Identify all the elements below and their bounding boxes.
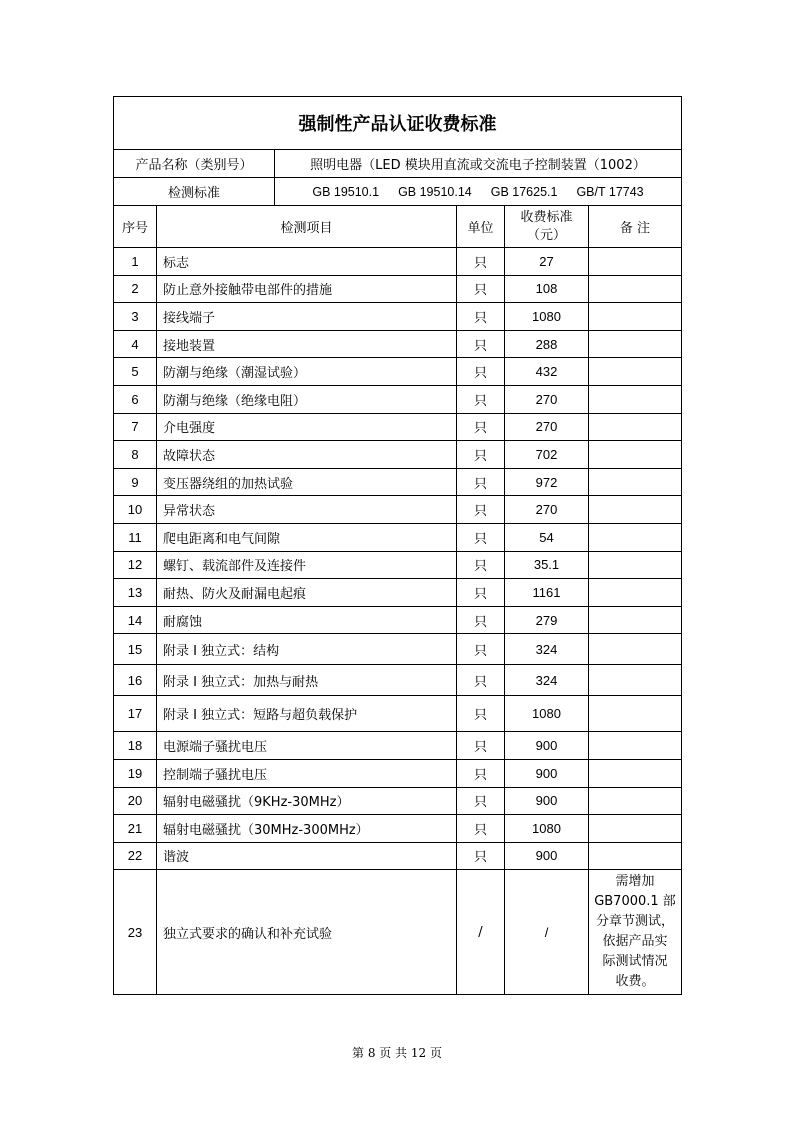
row-fee: 1080 <box>505 696 589 732</box>
row-item: 故障状态 <box>157 441 457 469</box>
row-fee: 1080 <box>505 303 589 331</box>
row-unit: 只 <box>457 551 505 579</box>
row-item: 附录 I 独立式：加热与耐热 <box>157 665 457 696</box>
row-remark <box>589 523 682 551</box>
row-unit: 只 <box>457 759 505 787</box>
row-item: 耐腐蚀 <box>157 606 457 634</box>
standard-item: GB/T 17743 <box>576 184 644 199</box>
row-item: 附录 I 独立式：结构 <box>157 634 457 665</box>
row-remark <box>589 842 682 870</box>
row-no: 1 <box>114 248 157 276</box>
row-fee: 288 <box>505 330 589 358</box>
table-row <box>114 732 682 760</box>
row-fee: / <box>505 870 589 995</box>
row-fee: 324 <box>505 634 589 665</box>
table-row <box>114 815 682 843</box>
row-item: 标志 <box>157 248 457 276</box>
remark-line: 际测试情况 <box>602 954 668 970</box>
row-item: 控制端子骚扰电压 <box>157 759 457 787</box>
row-remark <box>589 870 682 995</box>
row-item: 耐热、防火及耐漏电起痕 <box>157 579 457 607</box>
table-row <box>114 385 682 413</box>
row-fee: 900 <box>505 842 589 870</box>
table-row <box>114 551 682 579</box>
row-no: 6 <box>114 385 157 413</box>
row-remark <box>589 248 682 276</box>
row-no: 12 <box>114 551 157 579</box>
row-remark <box>589 696 682 732</box>
header-no: 序号 <box>114 206 157 248</box>
page-footer: 第 8 页 共 12 页 <box>352 1046 442 1060</box>
header-fee-line1: 收费标准 <box>520 209 573 225</box>
row-fee: 432 <box>505 358 589 386</box>
row-item: 辐射电磁骚扰（30MHz-300MHz） <box>157 815 457 843</box>
row-remark <box>589 551 682 579</box>
table-row <box>114 303 682 331</box>
table-row <box>114 579 682 607</box>
table-row <box>114 665 682 696</box>
remark-line: 依据产品实 <box>602 934 668 950</box>
product-label: 产品名称（类别号） <box>114 150 275 178</box>
header-fee-line2: （元） <box>526 227 566 243</box>
row-unit: 只 <box>457 787 505 815</box>
row-unit: 只 <box>457 303 505 331</box>
remark-line: 需增加 <box>615 874 655 890</box>
table-row <box>114 696 682 732</box>
row-item: 变压器绕组的加热试验 <box>157 468 457 496</box>
row-no: 3 <box>114 303 157 331</box>
row-item: 防潮与绝缘（绝缘电阻） <box>157 385 457 413</box>
row-no: 13 <box>114 579 157 607</box>
row-item: 介电强度 <box>157 413 457 441</box>
table-row <box>114 523 682 551</box>
standard-label: 检测标准 <box>114 178 275 206</box>
page-title: 强制性产品认证收费标准 <box>114 97 682 150</box>
remark-line: 收费。 <box>615 974 655 990</box>
row-unit: / <box>457 870 505 995</box>
row-unit: 只 <box>457 523 505 551</box>
row-no: 10 <box>114 496 157 524</box>
row-fee: 270 <box>505 413 589 441</box>
row-unit: 只 <box>457 579 505 607</box>
remark-line: 分章节测试， <box>595 914 674 930</box>
row-unit: 只 <box>457 732 505 760</box>
row-unit: 只 <box>457 248 505 276</box>
table-row <box>114 496 682 524</box>
row-no: 19 <box>114 759 157 787</box>
row-fee: 270 <box>505 496 589 524</box>
row-no: 2 <box>114 275 157 303</box>
remark-line: GB7000.1 部 <box>594 894 676 910</box>
row-item: 螺钉、载流部件及连接件 <box>157 551 457 579</box>
row-item: 异常状态 <box>157 496 457 524</box>
row-remark <box>589 634 682 665</box>
row-no: 17 <box>114 696 157 732</box>
row-remark <box>589 579 682 607</box>
row-remark <box>589 303 682 331</box>
row-fee: 108 <box>505 275 589 303</box>
row-remark <box>589 441 682 469</box>
row-remark <box>589 496 682 524</box>
row-unit: 只 <box>457 634 505 665</box>
row-unit: 只 <box>457 413 505 441</box>
header-fee <box>505 206 589 248</box>
row-no: 14 <box>114 606 157 634</box>
row-no: 7 <box>114 413 157 441</box>
row-no: 22 <box>114 842 157 870</box>
row-unit: 只 <box>457 696 505 732</box>
row-fee: 1161 <box>505 579 589 607</box>
row-no: 5 <box>114 358 157 386</box>
table-row <box>114 870 682 995</box>
table-row <box>114 413 682 441</box>
row-remark <box>589 330 682 358</box>
row-remark <box>589 815 682 843</box>
row-fee: 35.1 <box>505 551 589 579</box>
row-item: 接地装置 <box>157 330 457 358</box>
row-item: 独立式要求的确认和补充试验 <box>157 870 457 995</box>
row-remark <box>589 787 682 815</box>
product-value: 照明电器（LED 模块用直流或交流电子控制装置（1002） <box>275 150 682 178</box>
row-no: 15 <box>114 634 157 665</box>
row-unit: 只 <box>457 275 505 303</box>
row-item: 附录 I 独立式：短路与超负载保护 <box>157 696 457 732</box>
header-item: 检测项目 <box>157 206 457 248</box>
row-fee: 27 <box>505 248 589 276</box>
row-unit: 只 <box>457 665 505 696</box>
row-item: 电源端子骚扰电压 <box>157 732 457 760</box>
row-item: 防潮与绝缘（潮湿试验） <box>157 358 457 386</box>
row-unit: 只 <box>457 842 505 870</box>
standard-item: GB 17625.1 <box>490 184 558 199</box>
table-row <box>114 606 682 634</box>
row-unit: 只 <box>457 330 505 358</box>
row-unit: 只 <box>457 606 505 634</box>
row-no: 8 <box>114 441 157 469</box>
row-remark <box>589 732 682 760</box>
row-fee: 279 <box>505 606 589 634</box>
row-remark <box>589 275 682 303</box>
row-fee: 1080 <box>505 815 589 843</box>
row-no: 9 <box>114 468 157 496</box>
row-remark <box>589 759 682 787</box>
row-unit: 只 <box>457 815 505 843</box>
row-fee: 900 <box>505 759 589 787</box>
row-remark <box>589 385 682 413</box>
row-unit: 只 <box>457 468 505 496</box>
table-row <box>114 842 682 870</box>
row-remark <box>589 358 682 386</box>
row-no: 16 <box>114 665 157 696</box>
table-row <box>114 759 682 787</box>
row-fee: 54 <box>505 523 589 551</box>
table-row <box>114 634 682 665</box>
table-row <box>114 358 682 386</box>
row-no: 18 <box>114 732 157 760</box>
row-item: 辐射电磁骚扰（9KHz-30MHz） <box>157 787 457 815</box>
fee-table <box>113 96 682 995</box>
row-fee: 324 <box>505 665 589 696</box>
row-item: 谐波 <box>157 842 457 870</box>
row-no: 20 <box>114 787 157 815</box>
row-remark <box>589 665 682 696</box>
standard-item: GB 19510.1 <box>312 184 380 199</box>
row-remark <box>589 468 682 496</box>
row-no: 4 <box>114 330 157 358</box>
row-no: 23 <box>114 870 157 995</box>
row-item: 爬电距离和电气间隙 <box>157 523 457 551</box>
row-unit: 只 <box>457 496 505 524</box>
table-row <box>114 468 682 496</box>
row-fee: 972 <box>505 468 589 496</box>
table-row <box>114 248 682 276</box>
header-unit: 单位 <box>457 206 505 248</box>
standard-item: GB 19510.14 <box>398 184 472 199</box>
row-unit: 只 <box>457 441 505 469</box>
standard-list <box>275 178 682 206</box>
row-item: 防止意外接触带电部件的措施 <box>157 275 457 303</box>
row-item: 接线端子 <box>157 303 457 331</box>
table-row <box>114 441 682 469</box>
table-row <box>114 330 682 358</box>
row-unit: 只 <box>457 358 505 386</box>
header-remark: 备 注 <box>589 206 682 248</box>
row-no: 11 <box>114 523 157 551</box>
row-fee: 900 <box>505 732 589 760</box>
row-fee: 900 <box>505 787 589 815</box>
table-row <box>114 275 682 303</box>
row-remark <box>589 413 682 441</box>
row-fee: 270 <box>505 385 589 413</box>
row-fee: 702 <box>505 441 589 469</box>
row-no: 21 <box>114 815 157 843</box>
row-unit: 只 <box>457 385 505 413</box>
row-remark <box>589 606 682 634</box>
table-row <box>114 787 682 815</box>
